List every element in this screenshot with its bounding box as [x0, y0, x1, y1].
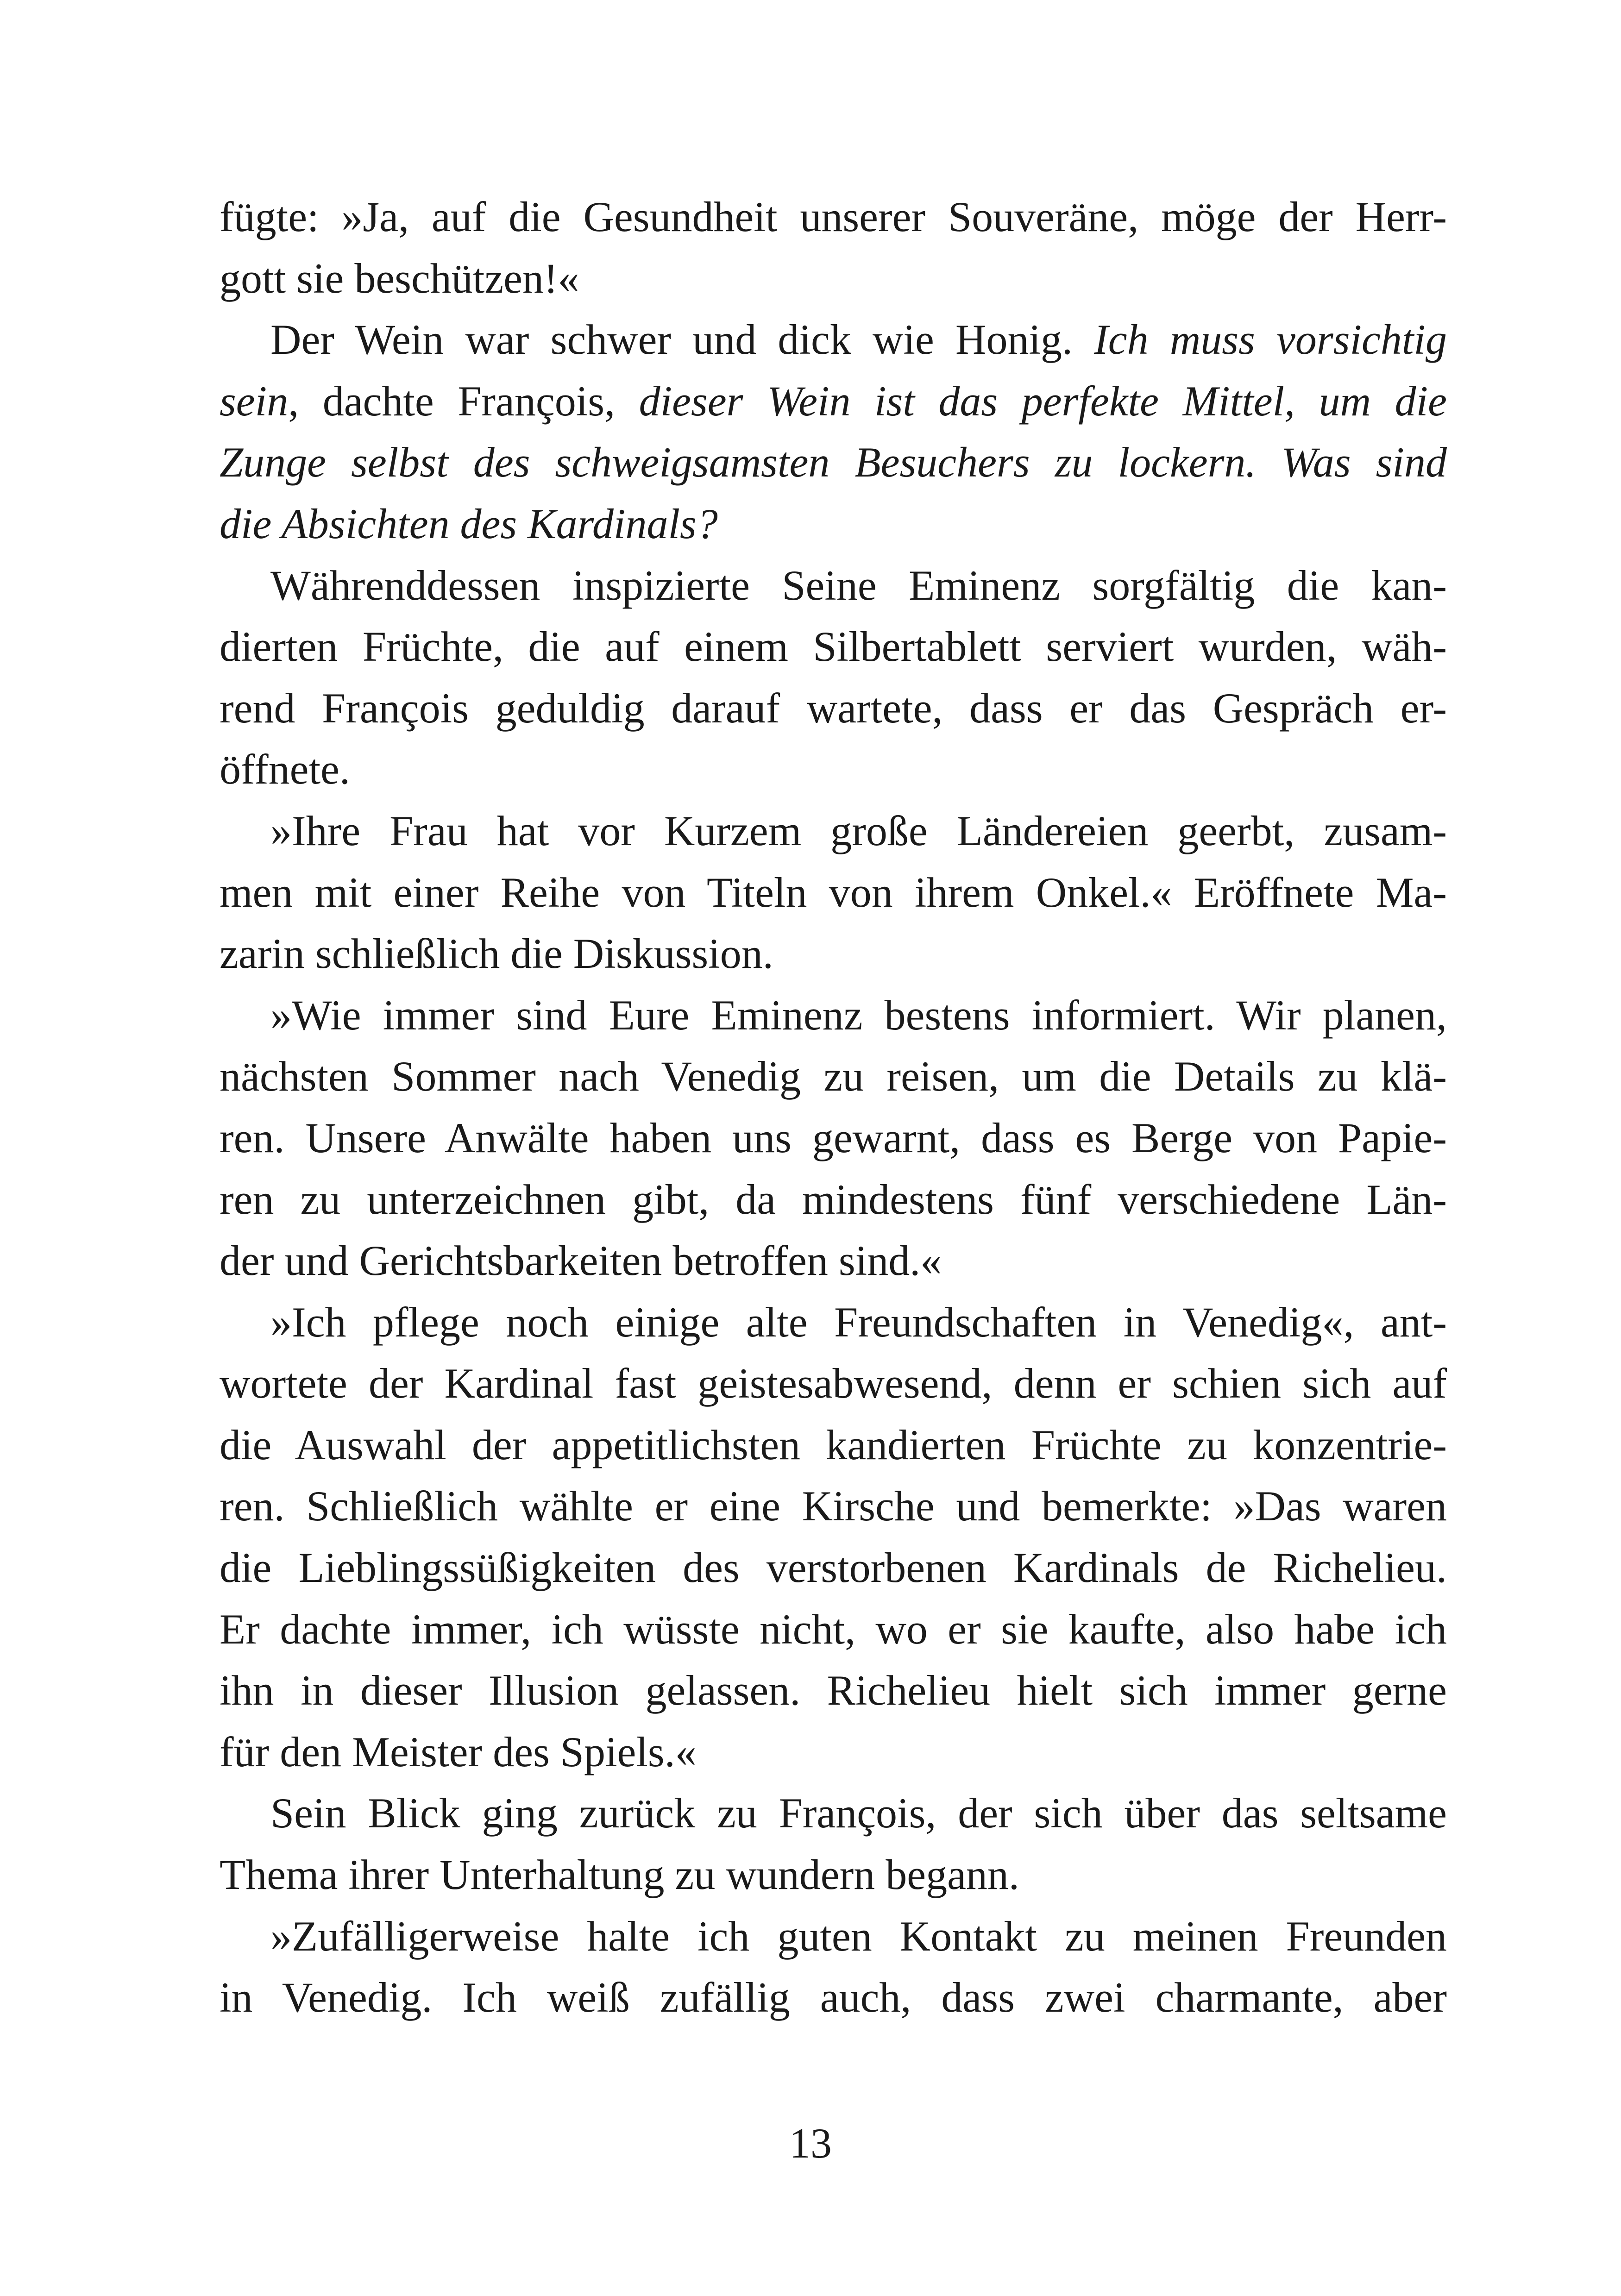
- text-segment: wortete der Kardinal fast geistesabwesend, denn er schien sich auf: [220, 1360, 1447, 1407]
- text-line: [220, 862, 1447, 923]
- text-line: [220, 186, 1447, 248]
- text-segment: fügte: »Ja, auf die Gesundheit unserer Souveräne, möge der Herr-: [220, 193, 1447, 240]
- page-number: 13: [789, 2120, 832, 2167]
- text-line: [220, 1107, 1447, 1169]
- italic-text-segment: Zunge selbst des schweigsamsten Besuchers zu lockern. Was sind: [220, 439, 1447, 486]
- text-line: [220, 370, 1447, 432]
- text-segment: öffnete.: [220, 746, 350, 793]
- text-line: [220, 1353, 1447, 1414]
- text-line: [220, 248, 1447, 309]
- text-line: [220, 1169, 1447, 1230]
- text-line: [220, 800, 1447, 862]
- text-segment: »Wie immer sind Eure Eminenz bestens informiert. Wir planen,: [270, 991, 1447, 1039]
- text-segment: dierten Früchte, die auf einem Silbertablett serviert wurden, wäh-: [220, 623, 1447, 671]
- text-line: [220, 1046, 1447, 1107]
- text-segment: »Ich pflege noch einige alte Freundschaften in Venedig«, ant-: [270, 1298, 1447, 1346]
- text-line: [220, 1782, 1447, 1844]
- text-segment: »Zufälligerweise halte ich guten Kontakt zu meinen Freunden: [270, 1912, 1447, 1960]
- text-line: [220, 432, 1447, 493]
- italic-text-segment: sein: [220, 377, 289, 425]
- text-line: [220, 1844, 1447, 1906]
- body-text: [220, 186, 1447, 2028]
- text-segment: die Auswahl der appetitlichsten kandierten Früchte zu konzentrie-: [220, 1421, 1447, 1468]
- text-segment: ihn in dieser Illusion gelassen. Richelieu hielt sich immer gerne: [220, 1667, 1447, 1714]
- text-segment: Der Wein war schwer und dick wie Honig.: [270, 316, 1094, 364]
- text-line: [220, 1967, 1447, 2028]
- text-line: [220, 923, 1447, 985]
- text-segment: rend François geduldig darauf wartete, dass er das Gespräch er-: [220, 684, 1447, 732]
- text-segment: nächsten Sommer nach Venedig zu reisen, um die Details zu klä-: [220, 1053, 1447, 1100]
- text-segment: men mit einer Reihe von Titeln von ihrem Onkel.« Eröffnete Ma-: [220, 868, 1447, 916]
- text-line: [220, 1660, 1447, 1721]
- text-segment: zarin schließlich die Diskussion.: [220, 930, 773, 978]
- italic-text-segment: die Absichten des Kardinals?: [220, 500, 718, 547]
- text-segment: Währenddessen inspizierte Seine Eminenz sorgfältig die kan-: [270, 561, 1447, 609]
- italic-text-segment: Ich muss vorsichtig: [1094, 316, 1447, 364]
- text-line: [220, 1292, 1447, 1353]
- text-line: [220, 309, 1447, 370]
- text-segment: gott sie beschützen!«: [220, 254, 579, 302]
- text-line: [220, 1599, 1447, 1660]
- text-segment: ren. Unsere Anwälte haben uns gewarnt, dass es Berge von Papie-: [220, 1114, 1447, 1161]
- text-segment: die Lieblingssüßigkeiten des verstorbenen Kardinals de Richelieu.: [220, 1544, 1447, 1592]
- text-line: [220, 1537, 1447, 1599]
- text-segment: Sein Blick ging zurück zu François, der sich über das seltsame: [270, 1789, 1447, 1837]
- text-segment: in Venedig. Ich weiß zufällig auch, dass zwei charmante, aber: [220, 1974, 1447, 2021]
- text-line: [220, 1475, 1447, 1537]
- text-line: [220, 985, 1447, 1046]
- text-line: [220, 1906, 1447, 1967]
- text-line: [220, 493, 1447, 555]
- text-segment: »Ihre Frau hat vor Kurzem große Ländereien geerbt, zusam-: [270, 807, 1447, 854]
- text-segment: Thema ihrer Unterhaltung zu wundern begann.: [220, 1851, 1019, 1899]
- text-segment: der und Gerichtsbarkeiten betroffen sind.«: [220, 1237, 942, 1285]
- text-line: [220, 1414, 1447, 1476]
- text-segment: für den Meister des Spiels.«: [220, 1728, 697, 1775]
- text-line: [220, 1230, 1447, 1292]
- text-segment: ren zu unterzeichnen gibt, da mindestens fünf verschiedene Län-: [220, 1175, 1447, 1223]
- text-line: [220, 678, 1447, 739]
- text-segment: , dachte François,: [288, 377, 639, 425]
- text-line: [220, 1721, 1447, 1783]
- text-line: [220, 616, 1447, 678]
- italic-text-segment: dieser Wein ist das perfekte Mittel, um die: [639, 377, 1447, 425]
- text-line: [220, 555, 1447, 616]
- text-segment: ren. Schließlich wählte er eine Kirsche und bemerkte: »Das waren: [220, 1482, 1447, 1530]
- text-line: [220, 739, 1447, 800]
- text-segment: Er dachte immer, ich wüsste nicht, wo er sie kaufte, also habe ich: [220, 1605, 1447, 1653]
